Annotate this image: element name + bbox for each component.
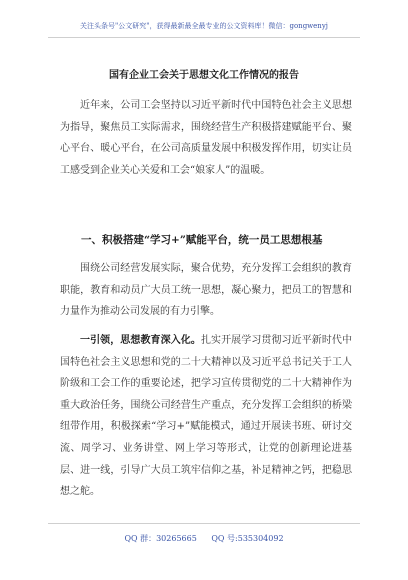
footer xyxy=(0,533,408,544)
section-1-paragraph: 围绕公司经营发展实际，聚合优势，充分发挥工会组织的教育职能，教育和动员广大员工统一思想，凝心聚力，把员工的智慧和力量作为推动公司发展的有力引擎。 xyxy=(60,263,352,318)
intro-paragraph: 近年来，公司工会坚持以习近平新时代中国特色社会主义思想为指导，聚焦员工实际需求，围绕经营生产积极搭建赋能平台、聚心平台、暖心平台，在公司高质量发展中积极发挥作用，切实让员工感受到企业关心关爱和工会“娘家人”的温暖。 xyxy=(60,100,352,176)
header-banner: 关注头条号"公文研究"，获得最新最全最专业的公文资料库！微信：gongwenyj xyxy=(80,22,328,30)
document-title: 国有企业工会关于思想文化工作情况的报告 xyxy=(109,70,299,81)
intro-block xyxy=(60,95,352,181)
subsection-1-block xyxy=(60,330,352,503)
subsection-1-body: 扎实开展学习贯彻习近平新时代中国特色社会主义思想和党的二十大精神以及习近平总书记关于工人阶级和工会工作的重要论述，把学习宣传贯彻党的二十大精神作为重大政治任务，围绕公司经营生产重点，充分发挥工会组织的桥梁纽带作用，积极探索“学习+”赋能模式，通过开展读书班、研讨交流、周学习、业务讲堂、网上学习等形式，让党的创新理论进基层、进一线，引导广大员工筑牢信仰之基，补足精神之钙，把稳思想之舵。 xyxy=(60,335,353,498)
footer-qq-group: QQ 群：30265665 xyxy=(124,534,197,543)
subsection-1-lead: 一引领，思想教育深入化。 xyxy=(80,335,201,346)
footer-divider xyxy=(48,523,360,524)
section-1-block xyxy=(60,258,352,323)
subsection-1-paragraph xyxy=(60,330,352,503)
header-divider xyxy=(48,37,360,38)
section-1-heading: 一、积极搭建“学习+”赋能平台，统一员工思想根基 xyxy=(81,234,323,246)
footer-qq-number: QQ 号:535304092 xyxy=(211,534,284,543)
